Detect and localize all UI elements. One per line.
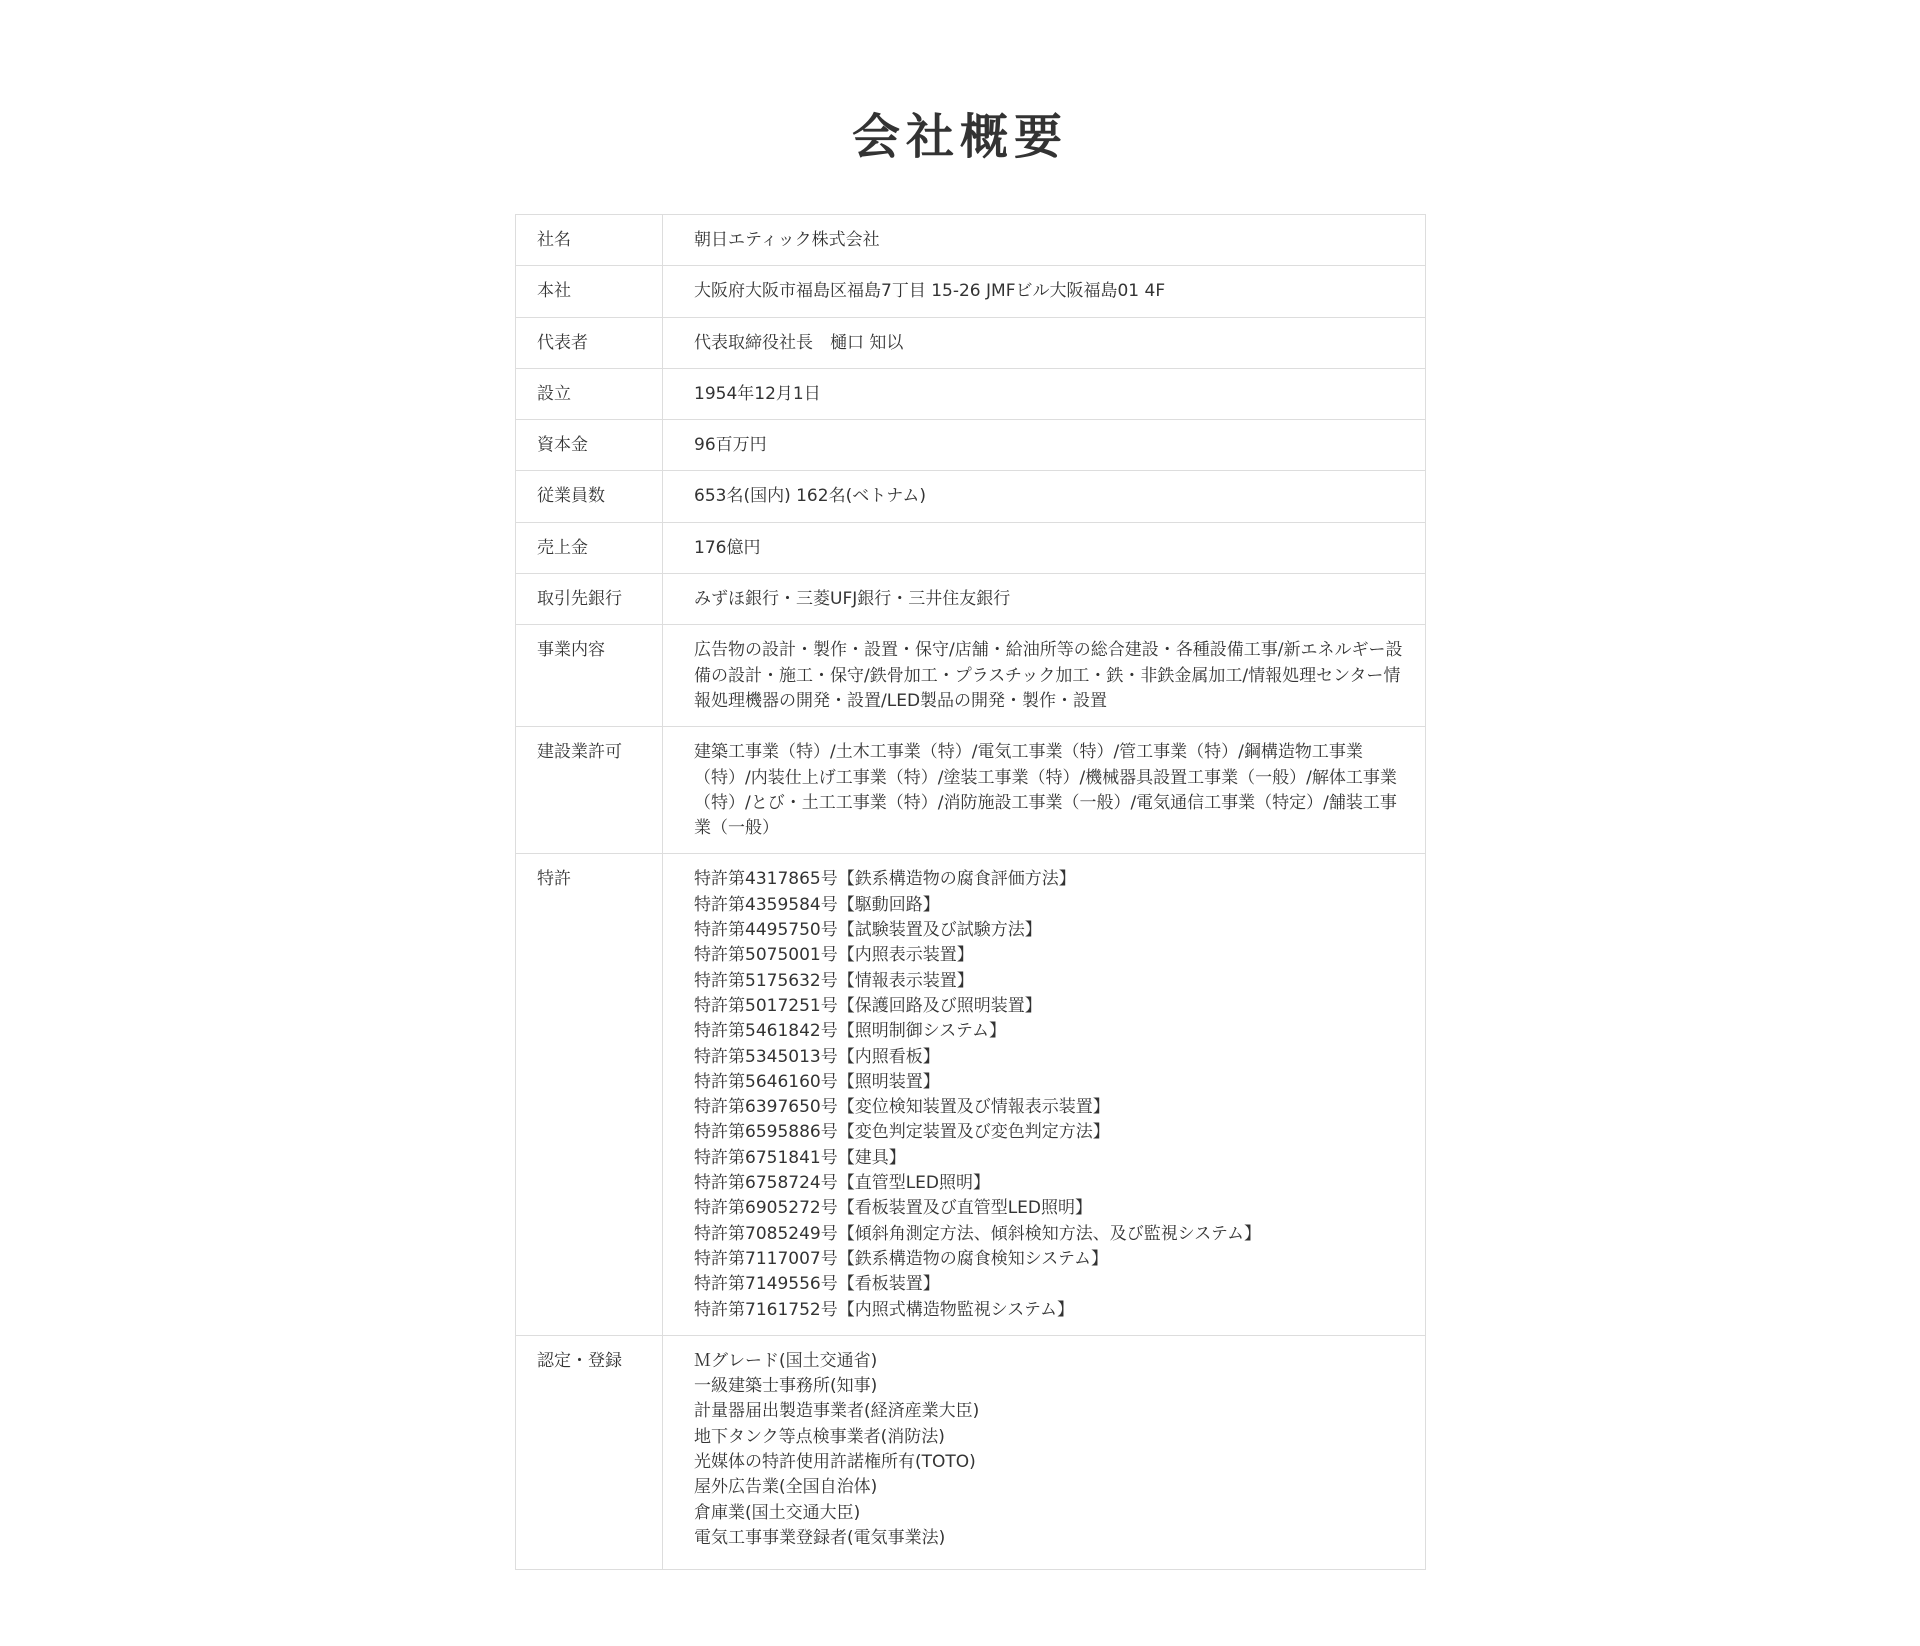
row-value: 176億円 (663, 522, 1426, 573)
row-label: 特許 (516, 854, 663, 1335)
table-row-headquarters (516, 266, 1426, 317)
table-row-representative (516, 317, 1426, 368)
list-item: 計量器届出製造事業者(経済産業大臣) (694, 1401, 980, 1422)
list-item: 特許第5017251号【保護回路及び照明装置】 (694, 995, 1042, 1016)
row-label: 取引先銀行 (516, 574, 663, 625)
row-label: 認定・登録 (516, 1335, 663, 1569)
row-value: 朝日エティック株式会社 (663, 215, 1426, 266)
list-item: 特許第5646160号【照明装置】 (694, 1071, 940, 1092)
patent-list (663, 854, 1426, 1335)
list-item: 特許第7149556号【看板装置】 (694, 1274, 940, 1295)
list-item: 光媒体の特許使用許諾権所有(TOTO) (694, 1451, 976, 1472)
list-item: 地下タンク等点検事業者(消防法) (694, 1426, 945, 1447)
row-label: 社名 (516, 215, 663, 266)
table-row-sales (516, 522, 1426, 573)
row-value: 96百万円 (663, 420, 1426, 471)
list-item: 特許第5075001号【内照表示装置】 (694, 945, 974, 966)
list-item: 一級建築士事務所(知事) (694, 1376, 878, 1397)
table-row-established (516, 368, 1426, 419)
list-item: 特許第4359584号【駆動回路】 (694, 894, 940, 915)
row-value: 1954年12月1日 (663, 368, 1426, 419)
row-label: 売上金 (516, 522, 663, 573)
row-label: 代表者 (516, 317, 663, 368)
row-value: みずほ銀行・三菱UFJ銀行・三井住友銀行 (663, 574, 1426, 625)
list-item: 特許第6751841号【建具】 (694, 1147, 906, 1168)
table-row-banks (516, 574, 1426, 625)
table-row-patents (516, 854, 1426, 1335)
table-row-employees (516, 471, 1426, 522)
row-label: 事業内容 (516, 625, 663, 727)
certification-list (663, 1335, 1426, 1569)
row-value: 653名(国内) 162名(ベトナム) (663, 471, 1426, 522)
row-label: 従業員数 (516, 471, 663, 522)
list-item: 屋外広告業(全国自治体) (694, 1477, 878, 1498)
list-item: 特許第6397650号【変位検知装置及び情報表示装置】 (694, 1097, 1110, 1118)
list-item: 特許第6595886号【変色判定装置及び変色判定方法】 (694, 1122, 1110, 1143)
list-item: 特許第7085249号【傾斜角測定方法、傾斜検知方法、及び監視システム】 (694, 1223, 1262, 1244)
row-label: 資本金 (516, 420, 663, 471)
table-row-certifications (516, 1335, 1426, 1569)
list-item: 特許第6758724号【直管型LED照明】 (694, 1173, 991, 1194)
list-item: 特許第5345013号【内照看板】 (694, 1046, 940, 1067)
table-row-company-name (516, 215, 1426, 266)
list-item: 特許第4495750号【試験装置及び試験方法】 (694, 920, 1042, 941)
table-row-capital (516, 420, 1426, 471)
row-label: 建設業許可 (516, 727, 663, 854)
list-item: 特許第7161752号【内照式構造物監視システム】 (694, 1299, 1075, 1320)
row-value: 代表取締役社長 樋口 知以 (663, 317, 1426, 368)
list-item: 特許第4317865号【鉄系構造物の腐食評価方法】 (694, 869, 1076, 890)
row-label: 設立 (516, 368, 663, 419)
list-item: 倉庫業(国土交通大臣) (694, 1502, 861, 1523)
page-title: 会社概要 (851, 109, 1068, 165)
row-value: 建築工事業（特）/土木工事業（特）/電気工事業（特）/管工事業（特）/鋼構造物工事業（特）/内装仕上げ工事業（特）/塗装工事業（特）/機械器具設置工事業（一般）/解体工事業（特）/とび・土工工事業（特）/消防施設工事業（一般）/電気通信工事業（特定）/舗装工事業（一般） (663, 727, 1426, 854)
list-item: 特許第7117007号【鉄系構造物の腐食検知システム】 (694, 1248, 1109, 1269)
table-row-business (516, 625, 1426, 727)
company-info-table (515, 214, 1426, 1570)
list-item: 特許第5461842号【照明制御システム】 (694, 1021, 1007, 1042)
row-value: 広告物の設計・製作・設置・保守/店舗・給油所等の総合建設・各種設備工事/新エネルギー設備の設計・施工・保守/鉄骨加工・プラスチック加工・鉄・非鉄金属加工/情報処理センター情報処理機器の開発・設置/LED製品の開発・製作・設置 (663, 625, 1426, 727)
list-item: Ｍグレード(国土交通省) (694, 1350, 878, 1371)
list-item: 電気工事事業登録者(電気事業法) (694, 1527, 946, 1548)
list-item: 特許第6905272号【看板装置及び直管型LED照明】 (694, 1198, 1093, 1219)
list-item: 特許第5175632号【情報表示装置】 (694, 970, 974, 991)
row-label: 本社 (516, 266, 663, 317)
table-row-construction-license (516, 727, 1426, 854)
row-value: 大阪府大阪市福島区福島7丁目 15-26 JMFビル大阪福島01 4F (663, 266, 1426, 317)
